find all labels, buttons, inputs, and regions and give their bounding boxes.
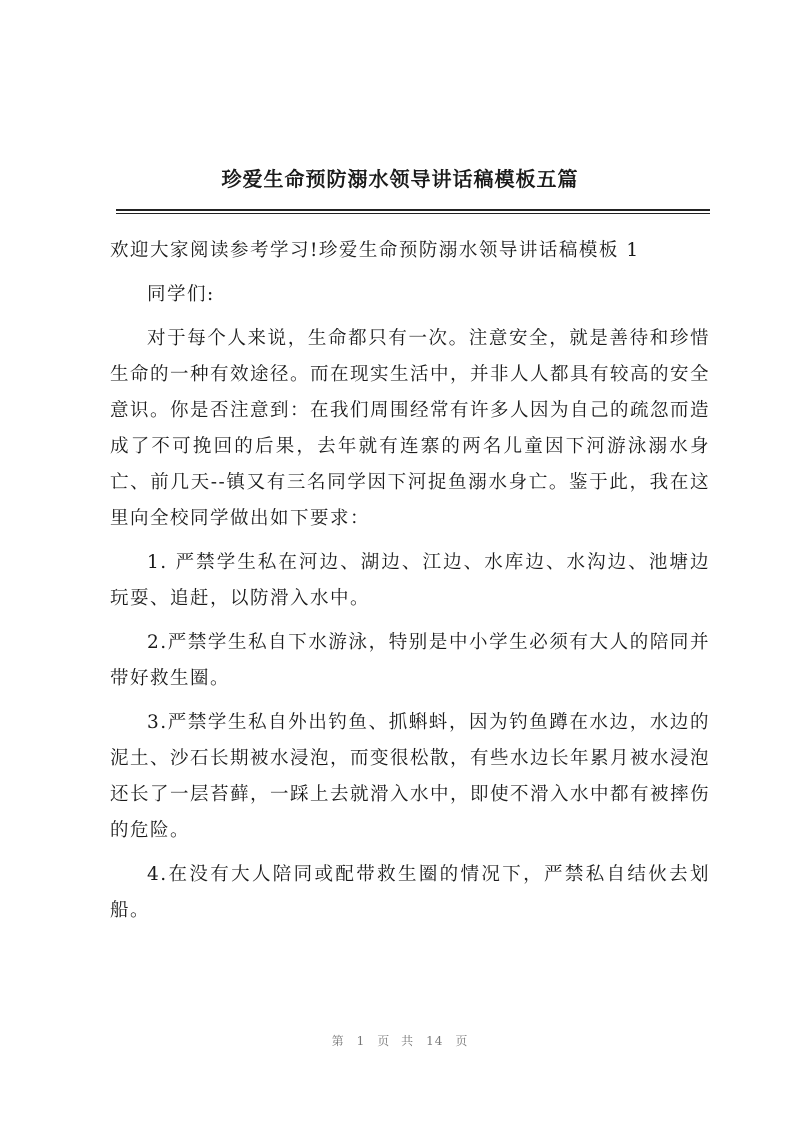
requirement-item-4: 4.在没有大人陪同或配带救生圈的情况下，严禁私自结伙去划船。 (110, 864, 710, 921)
page-number: 1 (356, 1034, 366, 1048)
requirement-item-2: 2.严禁学生私自下水游泳，特别是中小学生必须有大人的陪同并带好救生圈。 (110, 632, 710, 689)
title-divider-thin (116, 213, 710, 214)
document-title: 珍爱生命预防溺水领导讲话稿模板五篇 (221, 167, 579, 191)
footer-suffix: 页 (455, 1034, 469, 1048)
requirement-item-1: 1. 严禁学生私在河边、湖边、江边、水库边、水沟边、池塘边玩耍、追赶，以防滑入水中。 (110, 552, 710, 609)
salutation: 同学们: (147, 284, 215, 305)
body-paragraph: 对于每个人来说，生命都只有一次。注意安全，就是善待和珍惜生命的一种有效途径。而在现实生活中，并非人人都具有较高的安全意识。你是否注意到：在我们周围经常有许多人因为自己的疏忽而造成了不可挽回的后果，去年就有连寨的两名儿童因下河游泳溺水身亡、前几天--镇又有三名同学因下河捉鱼溺水身亡。鉴于此，我在这里向全校同学做出如下要求： (110, 328, 711, 529)
intro-line: 欢迎大家阅读参考学习!珍爱生命预防溺水领导讲话稿模板 1 (110, 240, 640, 261)
document-body (110, 233, 710, 937)
total-pages: 14 (426, 1034, 444, 1048)
footer-prefix: 第 (331, 1034, 345, 1048)
title-divider (116, 209, 710, 211)
page-footer (0, 1032, 800, 1049)
footer-mid: 页 共 (377, 1034, 415, 1048)
requirement-item-3: 3.严禁学生私自外出钓鱼、抓蝌蚪，因为钓鱼蹲在水边，水边的泥土、沙石长期被水浸泡，而变很松散，有些水边长年累月被水浸泡还长了一层苔藓，一踩上去就滑入水中，即使不滑入水中都有被摔伤的危险。 (110, 712, 711, 841)
